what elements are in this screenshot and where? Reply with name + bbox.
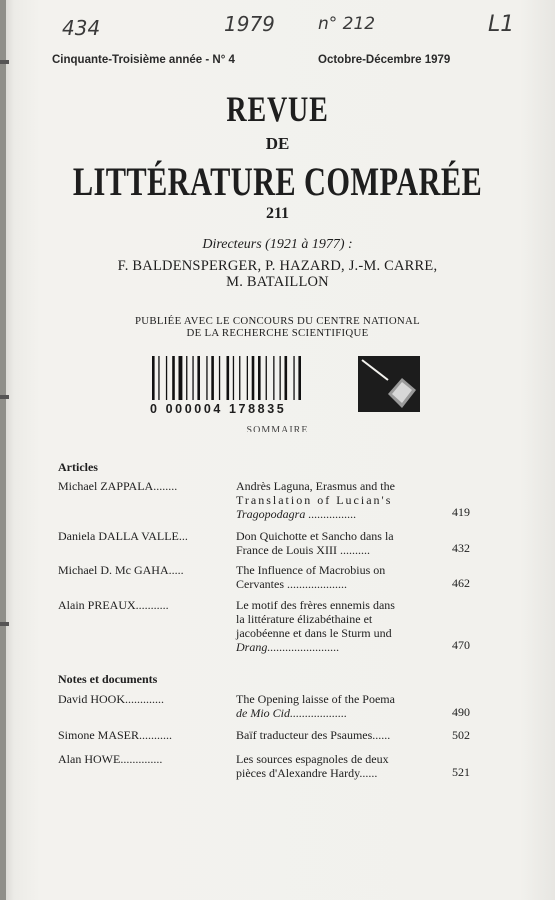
barcode-number: 0 000004 178835 [150, 402, 287, 416]
article-page: 419 [452, 505, 470, 519]
publisher-line: PUBLIÉE AVEC LE CONCOURS DU CENTRE NATIONAL [134, 315, 421, 327]
barcode-bar [152, 356, 155, 400]
barcode-bar [258, 356, 261, 400]
title-line: The Influence of Macrobius on [236, 563, 386, 577]
binding-mark [0, 60, 9, 64]
volume-issue-label: Cinquante-Troisième année - N° 4 [52, 54, 235, 66]
handwritten-issue: n° 212 [318, 14, 376, 34]
title-line: de Mio Cid................... [236, 706, 347, 720]
title-line: la littérature élizabéthaine et [236, 612, 373, 626]
barcode-bar [293, 356, 294, 400]
barcode-bar [219, 356, 220, 400]
barcode-bar [158, 356, 159, 400]
article-title [236, 479, 434, 521]
barcode [152, 356, 340, 400]
barcode-bar [280, 356, 281, 400]
masthead-title: LITTÉRATURE COMPARÉE [72, 159, 483, 204]
title-line: jacobéenne et dans le Sturm und [236, 626, 392, 640]
title-line: Drang........................ [236, 640, 340, 654]
note-author: Alan HOWE.............. [58, 752, 163, 766]
title-line: Don Quichotte et Sancho dans la [236, 529, 394, 543]
masthead-de: DE [265, 134, 290, 153]
directors-line: M. BATAILLON [226, 274, 329, 290]
barcode-bar [206, 356, 207, 400]
note-title [236, 728, 434, 742]
title-line: Le motif des frères ennemis dans [236, 598, 395, 612]
barcode-bar [247, 356, 248, 400]
note-author: David HOOK............. [58, 692, 164, 706]
barcode-bar [252, 356, 255, 400]
publisher-line: DE LA RECHERCHE SCIENTIFIQUE [186, 327, 369, 339]
article-page: 432 [452, 541, 470, 555]
article-title [236, 529, 434, 557]
note-page: 490 [452, 705, 470, 719]
note-title [236, 692, 434, 720]
barcode-bar [285, 356, 288, 400]
issue-date: Octobre-Décembre 1979 [318, 54, 451, 66]
article-title [236, 563, 434, 591]
barcode-bar [166, 356, 167, 400]
title-line: France de Louis XIII .......... [236, 543, 370, 557]
section-articles: Articles [58, 460, 98, 474]
article-author: Daniela DALLA VALLE... [58, 529, 188, 543]
note-title [236, 752, 434, 780]
article-author: Michael D. Mc GAHA..... [58, 563, 184, 577]
directors-label: Directeurs (1921 à 1977) : [202, 237, 353, 252]
barcode-bar [192, 356, 193, 400]
barcode-bar [172, 356, 175, 400]
barcode-bar [233, 356, 234, 400]
handwritten-year: 1979 [224, 12, 275, 36]
directors-line: F. BALDENSPERGER, P. HAZARD, J.-M. CARRE, [117, 258, 438, 274]
title-line: Cervantes .................... [236, 577, 347, 591]
sommaire-heading: SOMMAIRE [246, 425, 309, 432]
note-page: 502 [452, 728, 470, 742]
directors-names [0, 258, 555, 290]
barcode-bar [239, 356, 240, 400]
issue-number: 211 [265, 205, 290, 222]
masthead-revue: REVUE [226, 89, 329, 129]
title-line: Tragopodagra ................ [236, 507, 357, 521]
publisher-note [0, 315, 555, 339]
article-author: Alain PREAUX........... [58, 598, 169, 612]
article-page: 470 [452, 638, 470, 652]
barcode-bar [266, 356, 267, 400]
barcode-bar [197, 356, 200, 400]
barcode-bar [179, 356, 183, 400]
article-author: Michael ZAPPALA........ [58, 479, 178, 493]
handwritten-number: 434 [62, 16, 101, 40]
title-line: Andrès Laguna, Erasmus and the [236, 479, 395, 493]
note-author: Simone MASER........... [58, 728, 173, 742]
handwritten-shelfmark: L1 [488, 12, 515, 37]
barcode-bar [186, 356, 187, 400]
note-page: 521 [452, 765, 470, 779]
binding-mark [0, 622, 9, 626]
section-notes: Notes et documents [58, 672, 158, 686]
article-title [236, 598, 434, 654]
binding-mark [0, 395, 9, 399]
barcode-bar [211, 356, 214, 400]
cnrs-logo [358, 356, 420, 412]
barcode-bar [273, 356, 274, 400]
barcode-bar [227, 356, 230, 400]
title-line: The Opening laisse of the Poema [236, 692, 395, 706]
article-page: 462 [452, 576, 470, 590]
title-line: Baïf traducteur des Psaumes...... [236, 728, 391, 742]
title-line: pièces d'Alexandre Hardy...... [236, 766, 378, 780]
title-line: Translation of Lucian's [236, 493, 393, 507]
barcode-bar [298, 356, 301, 400]
title-line: Les sources espagnoles de deux [236, 752, 389, 766]
